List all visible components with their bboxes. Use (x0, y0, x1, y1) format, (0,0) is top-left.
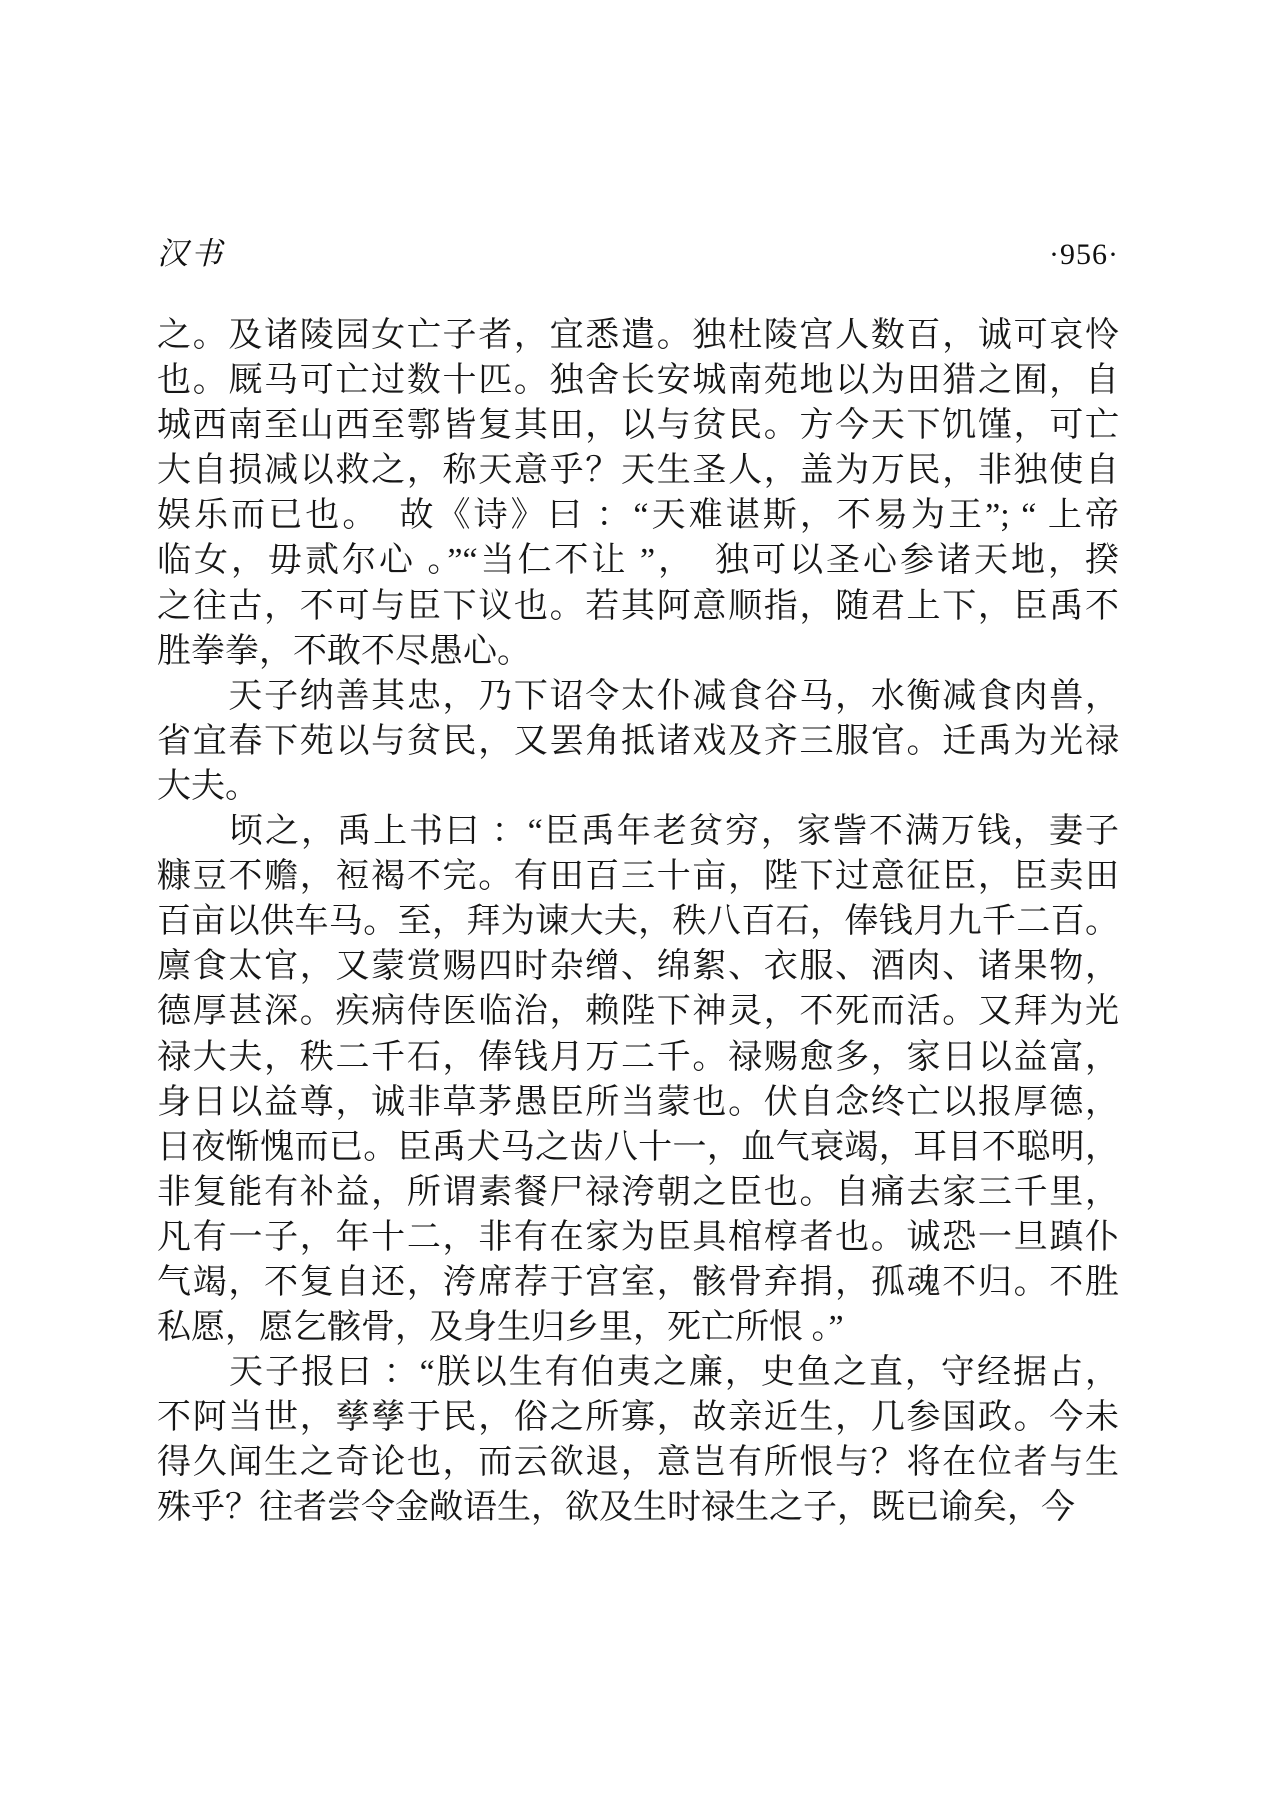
text-line: 廪食太官，又蒙赏赐四时杂缯、绵絮、衣服、酒肉、诸果物， (157, 948, 1119, 986)
text-line: 顷之，禹上书曰 ：“臣禹年老贫穷，家訾不满万钱，妻子 (157, 813, 1119, 851)
text-line: 凡有一子，年十二，非有在家为臣具棺椁者也。诚恐一旦蹎仆 (157, 1218, 1119, 1256)
text-line: 得久闻生之奇论也，而云欲退，意岂有所恨与？将在位者与生 (157, 1444, 1119, 1482)
text-line: 城西南至山西至鄠皆复其田，以与贫民。方今天下饥馑，可亡 (157, 407, 1119, 445)
text-line: 私愿，愿乞骸骨，及身生归乡里，死亡所恨 。” (157, 1309, 844, 1347)
text-line: 身日以益尊，诚非草茅愚臣所当蒙也。伏自念终亡以报厚德， (157, 1083, 1119, 1121)
body-text (157, 313, 1119, 1531)
text-line: 德厚甚深。疾病侍医临治，赖陛下神灵，不死而活。又拜为光 (157, 993, 1119, 1031)
text-line: 禄大夫，秩二千石，俸钱月万二千。禄赐愈多，家日以益富， (157, 1038, 1119, 1076)
text-line: 日夜惭愧而已。臣禹犬马之齿八十一，血气衰竭，耳目不聪明， (157, 1128, 1119, 1166)
text-line: 大自损减以救之，称天意乎？天生圣人，盖为万民，非独使自 (157, 452, 1119, 490)
page-number: ·956· (1049, 238, 1119, 271)
text-line: 殊乎？往者尝令金敞语生，欲及生时禄生之子，既已谕矣，今 (157, 1489, 1075, 1527)
text-line: 非复能有补益，所谓素餐尸禄洿朝之臣也。自痛去家三千里， (157, 1173, 1119, 1211)
running-header (157, 228, 1119, 273)
text-line: 胜拳拳，不敢不尽愚心。 (157, 632, 531, 670)
text-line: 气竭，不复自还，洿席荐于宫室，骸骨弃捐，孤魂不归。不胜 (157, 1263, 1119, 1301)
text-line: 之。及诸陵园女亡子者，宜悉遣。独杜陵宫人数百，诚可哀怜 (157, 317, 1119, 354)
text-line: 也。厩马可亡过数十匹。独舍长安城南苑地以为田猎之囿，自 (157, 362, 1119, 400)
text-line: 娱乐而已也。 故《诗》曰 ：“天难谌斯，不易为王”; “ 上帝 (157, 497, 1119, 535)
text-line: 糠豆不赡，裋褐不完。有田百三十亩，陛下过意征臣，臣卖田 (157, 858, 1119, 896)
text-line: 天子报曰 ：“朕以生有伯夷之廉，史鱼之直，守经据占， (157, 1354, 1119, 1392)
text-line: 省宜春下苑以与贫民，又罢角抵诸戏及齐三服官。迁禹为光禄 (157, 722, 1119, 760)
text-line: 天子纳善其忠，乃下诏令太仆减食谷马，水衡减食肉兽， (157, 677, 1119, 715)
text-line: 不阿当世，孳孳于民，俗之所寡，故亲近生，几参国政。今未 (157, 1399, 1119, 1437)
text-line: 临女，毋贰尔心 。”“当仁不让 ”， 独可以圣心参诸天地，揆 (157, 542, 1119, 580)
text-line: 百亩以供车马。至，拜为谏大夫，秩八百石，俸钱月九千二百。 (157, 903, 1119, 941)
text-line: 大夫。 (157, 767, 259, 805)
book-title: 汉书 (157, 236, 225, 271)
text-line: 之往古，不可与臣下议也。若其阿意顺指，随君上下，臣禹不 (157, 587, 1119, 625)
